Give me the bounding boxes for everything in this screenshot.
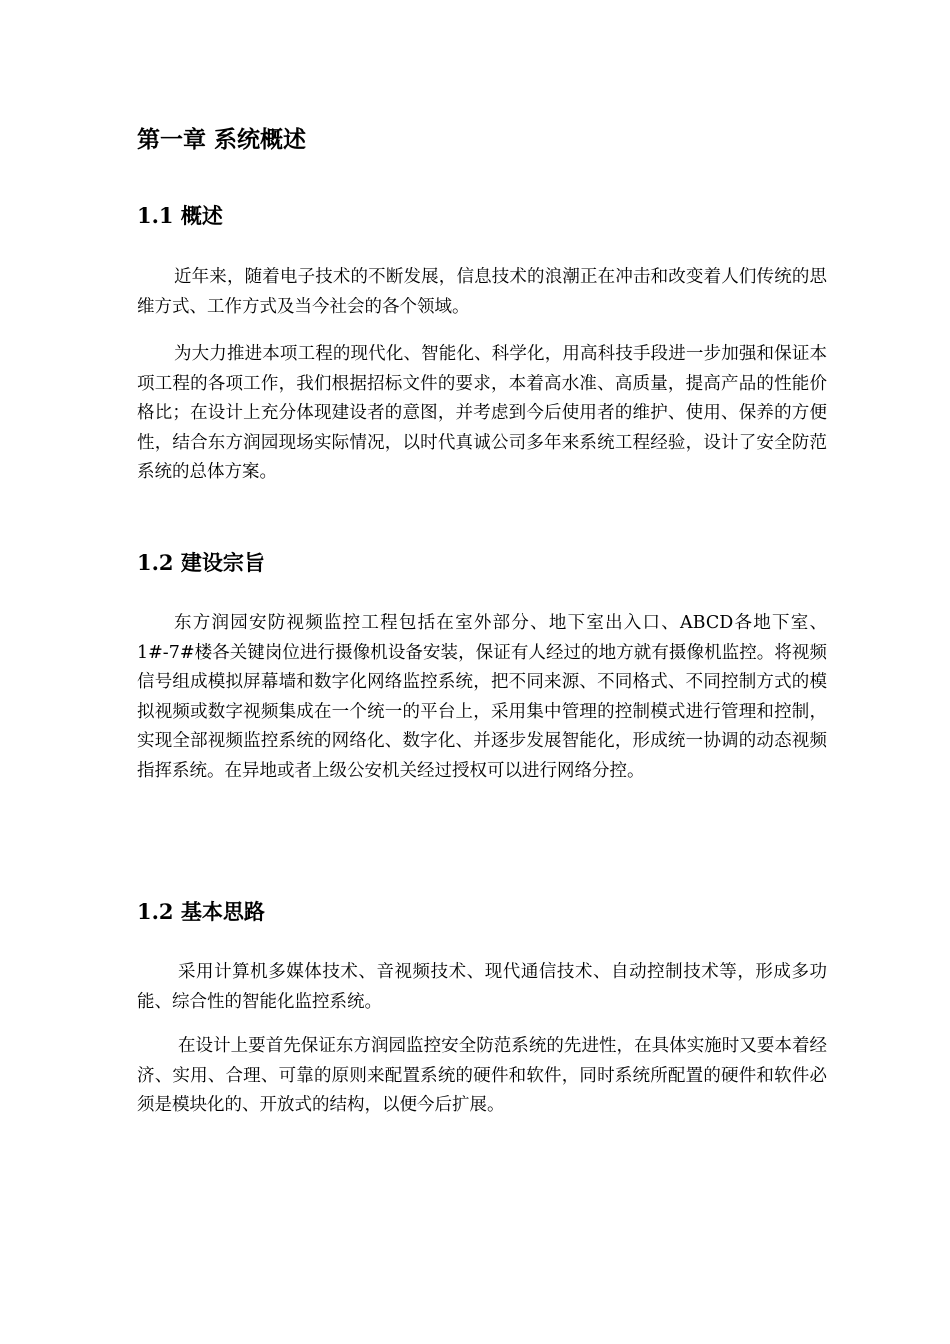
paragraph: 采用计算机多媒体技术、音视频技术、现代通信技术、自动控制技术等，形成多功能、综合性的智能化监控系统。 bbox=[137, 962, 827, 1012]
paragraph: 近年来，随着电子技术的不断发展，信息技术的浪潮正在冲击和改变着人们传统的思维方式、工作方式及当今社会的各个领域。 bbox=[137, 267, 827, 317]
paragraph: 为大力推进本项工程的现代化、智能化、科学化，用高科技手段进一步加强和保证本项工程的各项工作，我们根据招标文件的要求，本着高水准、高质量，提高产品的性能价格比；在设计上充分体现建设者的意图，并考虑到今后使用者的维护、使用、保养的方便性，结合东方润园现场实际情况，以时代真诚公司多年来系统工程经验，设计了安全防范系统的总体方案。 bbox=[137, 344, 827, 482]
paragraph: 东方润园安防视频监控工程包括在室外部分、地下室出入口、ABCD各地下室、1#-7#楼各关键岗位进行摄像机设备安装，保证有人经过的地方就有摄像机监控。将视频信号组成模拟屏幕墙和数字化网络监控系统，把不同来源、不同格式、不同控制方式的模拟视频或数字视频集成在一个统一的平台上，采用集中管理的控制模式进行管理和控制，实现全部视频监控系统的网络化、数字化、并逐步发展智能化，形成统一协调的动态视频指挥系统。在异地或者上级公安机关经过授权可以进行网络分控。 bbox=[137, 613, 827, 781]
section-heading-overview: 1.1 概述 bbox=[137, 203, 223, 228]
section-heading-basic-approach: 1.2 基本思路 bbox=[137, 899, 265, 924]
paragraph: 在设计上要首先保证东方润园监控安全防范系统的先进性，在具体实施时又要本着经济、实用、合理、可靠的原则来配置系统的硬件和软件，同时系统所配置的硬件和软件必须是模块化的、开放式的结构，以便今后扩展。 bbox=[137, 1036, 827, 1115]
section-heading-construction-purpose: 1.2 建设宗旨 bbox=[137, 550, 265, 575]
chapter-title: 第一章 系统概述 bbox=[137, 126, 307, 153]
